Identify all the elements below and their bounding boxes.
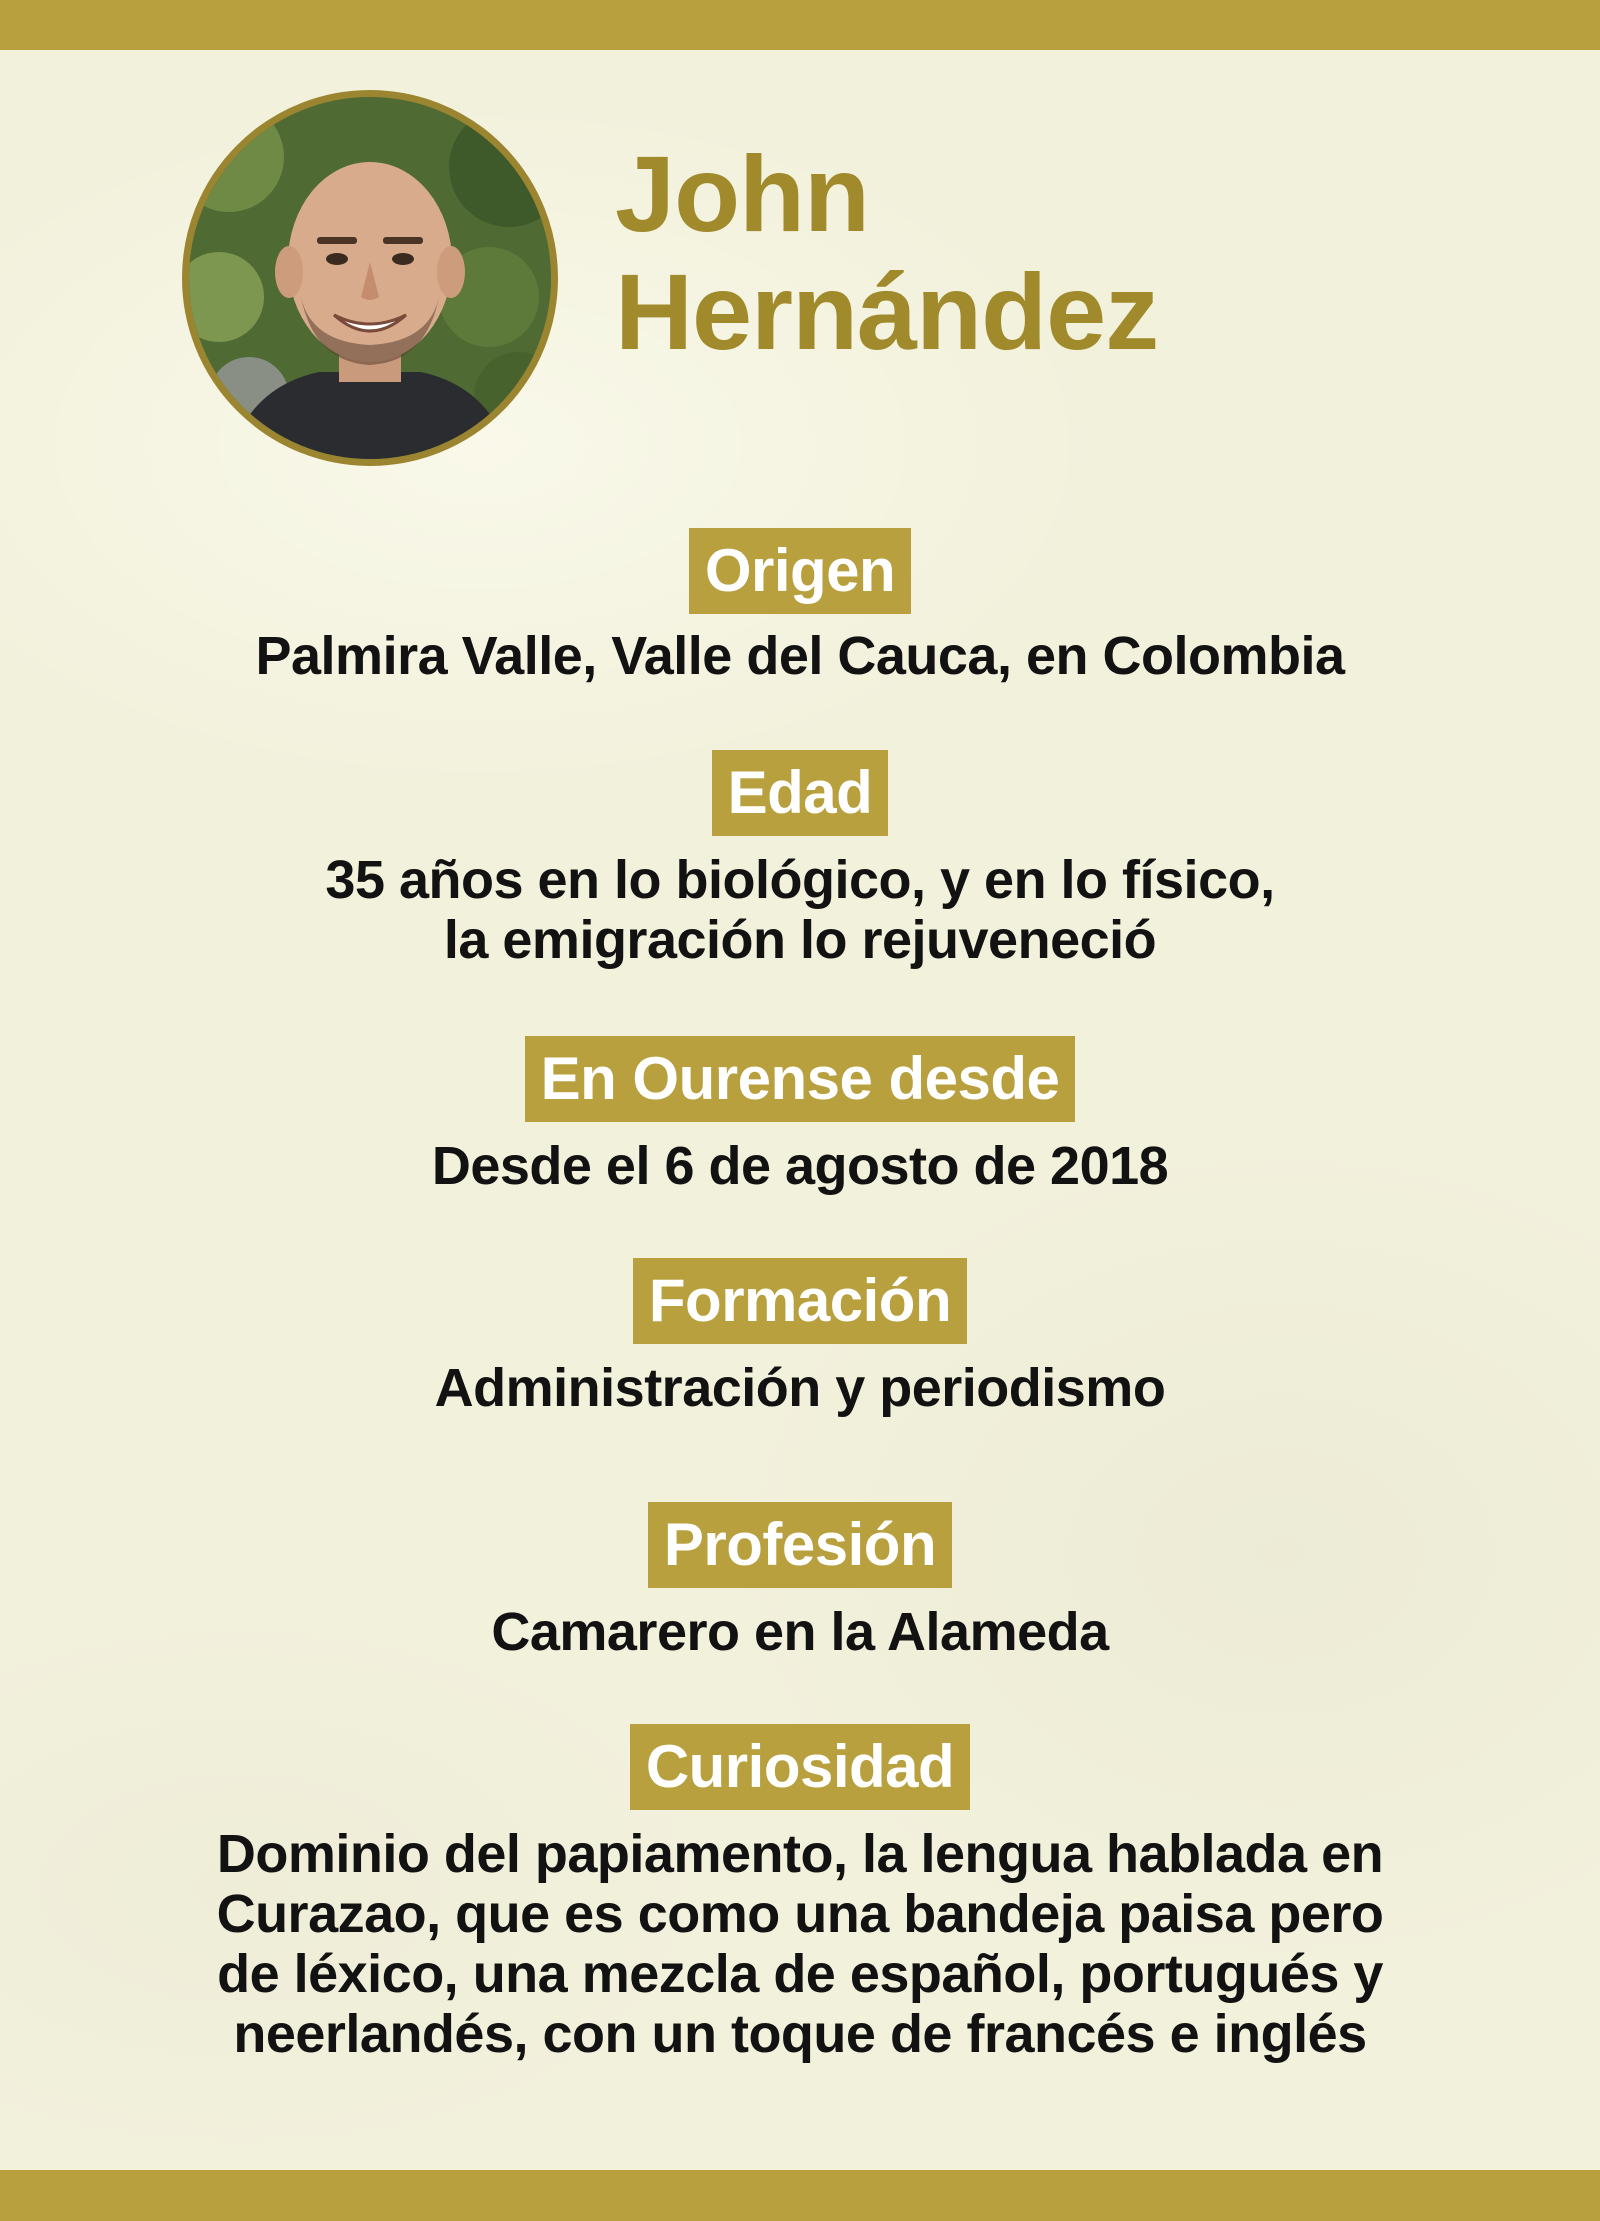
section-profesion	[0, 1502, 1600, 1662]
value-line: 35 años en lo biológico, y en lo físico,	[325, 850, 1275, 910]
section-label: Origen	[689, 528, 911, 614]
value-line: Curazao, que es como una bandeja paisa pero	[216, 1884, 1384, 1944]
value-line: Desde el 6 de agosto de 2018	[431, 1136, 1169, 1196]
person-portrait-icon	[189, 97, 551, 459]
section-label: Curiosidad	[630, 1724, 970, 1810]
value-line: Dominio del papiamento, la lengua hablada en	[216, 1824, 1384, 1884]
avatar	[182, 90, 558, 466]
section-value	[0, 1358, 1600, 1418]
value-line: neerlandés, con un toque de francés e inglés	[233, 2004, 1367, 2064]
top-accent-bar	[0, 0, 1600, 50]
value-line: Palmira Valle, Valle del Cauca, en Colombia	[255, 626, 1345, 686]
section-edad	[0, 750, 1600, 970]
value-line: Camarero en la Alameda	[491, 1602, 1109, 1662]
section-formacion	[0, 1258, 1600, 1418]
section-origen	[0, 528, 1600, 686]
section-label: Edad	[712, 750, 889, 836]
section-value	[0, 1136, 1600, 1196]
section-label: Formación	[633, 1258, 967, 1344]
bottom-accent-bar	[0, 2170, 1600, 2221]
section-label: En Ourense desde	[525, 1036, 1076, 1122]
section-value	[0, 1602, 1600, 1662]
section-value	[0, 626, 1600, 686]
section-en-ourense-desde	[0, 1036, 1600, 1196]
value-line: la emigración lo rejuveneció	[443, 910, 1157, 970]
section-value	[0, 850, 1600, 970]
first-name: John	[615, 133, 869, 254]
section-label: Profesión	[648, 1502, 952, 1588]
last-name: Hernández	[615, 251, 1159, 372]
section-curiosidad	[0, 1724, 1600, 2064]
person-name	[615, 135, 1415, 371]
value-line: Administración y periodismo	[434, 1358, 1166, 1418]
section-value	[0, 1824, 1600, 2064]
value-line: de léxico, una mezcla de español, portugués y	[217, 1944, 1383, 2004]
